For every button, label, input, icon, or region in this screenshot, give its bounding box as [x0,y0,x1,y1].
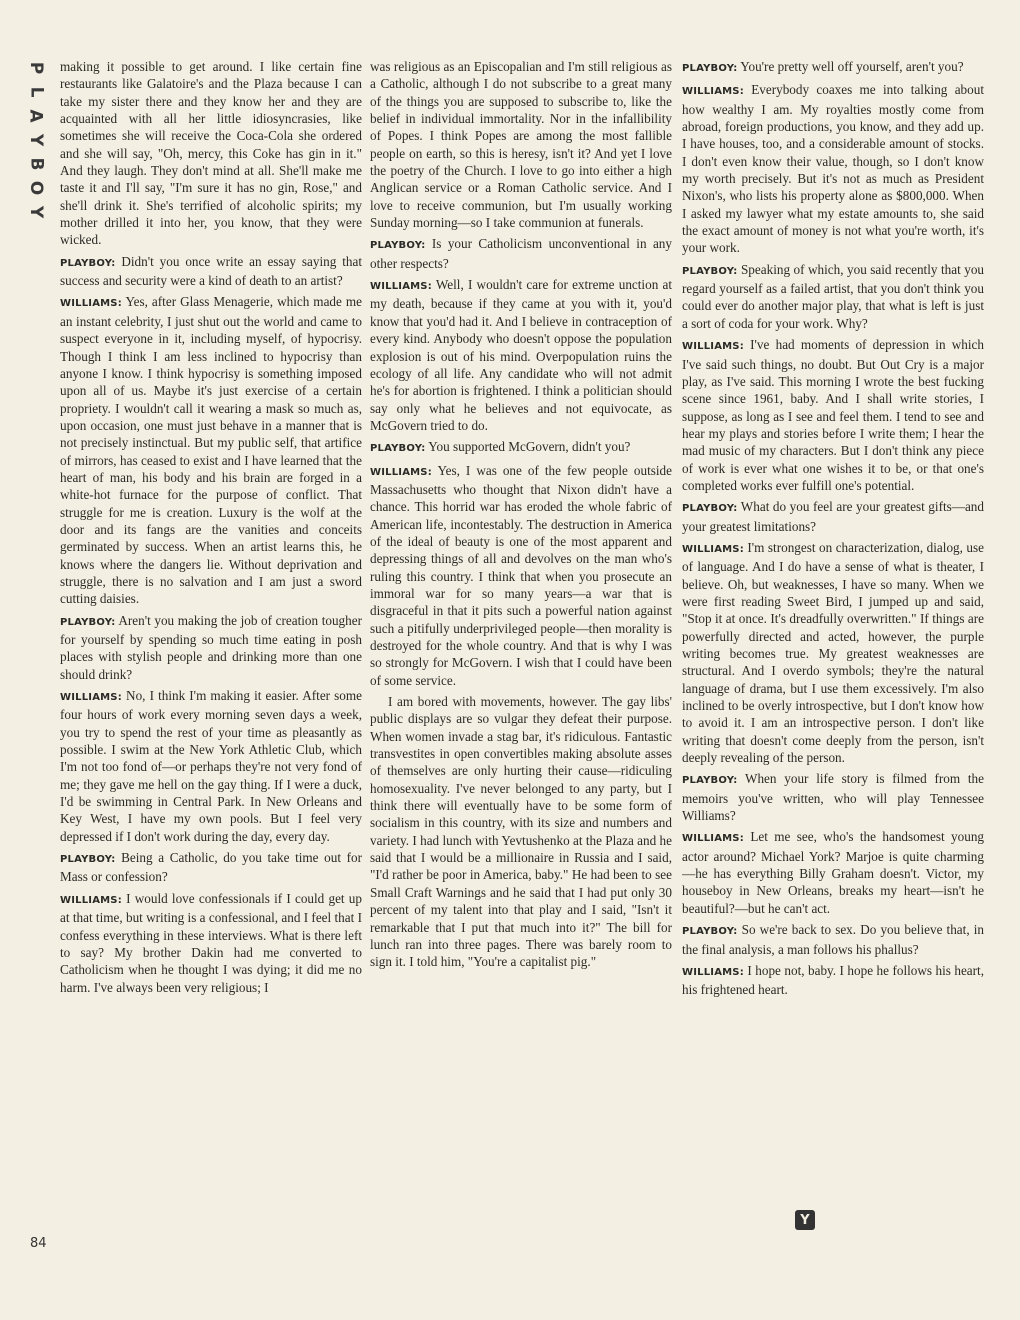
paragraph [370,235,672,272]
speaker-label: WILLIAMS: [682,833,744,845]
masthead-letter: Y [26,205,46,219]
paragraph [60,612,362,683]
speaker-label: WILLIAMS: [682,543,744,555]
speaker-label: WILLIAMS: [682,86,744,98]
paragraph [682,770,984,824]
speaker-label: PLAYBOY: [682,503,738,515]
masthead-letter: Y [26,133,46,147]
paragraph [60,253,362,290]
paragraph-text: You supported McGovern, didn't you? [428,439,631,455]
end-mark-logo: Y [795,1210,815,1230]
masthead-letter: P [26,61,46,75]
speaker-label: PLAYBOY: [60,257,116,269]
paragraph [370,693,672,971]
masthead-letter: L [26,86,46,98]
paragraph [682,336,984,494]
speaker-label: PLAYBOY: [682,265,738,277]
paragraph-text: What do you feel are your greatest gifts—and your greatest limitations? [682,499,984,534]
text-column-1 [60,58,362,1268]
masthead-letter: O [25,180,46,196]
paragraph-text: I'm strongest on characterization, dialog, use of language. And I do have a sense of what is theater, I believe. Oh, but weaknesses, I have so many. When we were first reading Sweet Bird, I jumped up and said, "Stop it at once. It's dreadfully overwritten." If things are powerfully directed and acted, however, the purple writing becomes true. My greatest weaknesses are structural. And I overdo symbols; they're the natural language of drama, but I use them excessively. I'm also inclined to be overly introspective, but I don't know how to avoid it. I am an introspective person. I don't like writing that doesn't come deeply from the person, isn't deeply revealing of the person. [682,539,984,766]
paragraph-text: Speaking of which, you said recently that you regard yourself as a failed artist, that you don't think you could ever do another major play, that what is left is just a sort of coda for your work. Why? [682,261,984,331]
speaker-label: PLAYBOY: [682,775,738,787]
paragraph-text: Didn't you once write an essay saying that success and security were a kind of death to an artist? [60,253,362,289]
paragraph [60,293,362,607]
paragraph-text: Let me see, who's the handsomest young actor around? Michael York? Marjoe is quite charming—he has everything Billy Graham doesn't. Victor, my houseboy in New Orleans, breaks my heart—isn't he beautiful?—but he can't act. [682,829,984,916]
speaker-label: PLAYBOY: [60,616,116,628]
paragraph-text: making it possible to get around. I like certain fine restaurants like Galatoire's and the Plaza because I can take my sister there and they know her and they are acquainted with all her little idiosyncrasies, like sometimes she will receive the Coca-Cola she ordered and she will say, "Oh, mercy, this Coke has gin in it." And they laugh. They don't mind at all. She'll make me taste it and I'll say, "I'm sure it has no gin, Rose," and she'll drink it. She's terrified of alcoholic spirits; my mother drilled it into her, you know, that they were wicked. [60,59,362,248]
paragraph-text: When your life story is filmed from the memoirs you've written, who will play Tennessee Williams? [682,771,984,824]
speaker-label: WILLIAMS: [60,894,122,906]
paragraph-text: Being a Catholic, do you take time out for Mass or confession? [60,850,362,885]
paragraph-text: Everybody coaxes me into talking about how wealthy I am. My royalties mostly come from abroad, foreign productions, you know, and they add up. I have houses, too, and a considerable amount of stocks. I don't even know their value, though, so I don't know my worth precisely. But it's not as much as President Nixon's, who lists his property alone as $800,000. When I asked my lawyer what my estate amounts to, she said the exact amount of money is not what you're worth, it's your work. [682,82,984,256]
speaker-label: PLAYBOY: [682,63,738,74]
speaker-label: PLAYBOY: [370,240,426,252]
paragraph [370,58,672,231]
speaker-label: WILLIAMS: [682,341,744,353]
masthead-letter: B [26,157,46,171]
paragraph [682,81,984,256]
speaker-label: WILLIAMS: [370,466,432,478]
paragraph-text: I hope not, baby. I hope he follows his heart, his frightened heart. [682,962,984,998]
paragraph [682,261,984,332]
paragraph-text: was religious as an Episcopalian and I'm still religious as a Catholic, although I do not subscribe to a great many of the things you are supposed to subscribe to, like the belief in individual immortality. Nor in the infallibility of Popes. I think Popes are among the most fallible people on earth, so this is heresy, isn't it? And yet I love the poetry of the Church. I love to go into either a high Anglican service or a Roman Catholic service. And I love to receive communion, but I'm usually working Sunday morning—so I take communion at funerals. [370,59,672,231]
paragraph [60,687,362,845]
paragraph-text: Is your Catholicism unconventional in any other respects? [370,236,672,271]
paragraph [682,58,984,77]
speaker-label: WILLIAMS: [682,966,744,978]
paragraph [682,498,984,535]
paragraph [682,828,984,917]
paragraph-text: So we're back to sex. Do you believe that, in the final analysis, a man follows his phallus? [682,922,984,957]
paragraph-text: You're pretty well off yourself, aren't you? [740,59,964,74]
paragraph-text: I am bored with movements, however. The gay libs' public displays are so vulgar they defeat their purpose. When women invade a stag bar, it's ridiculous. Fantastic transvestites in open convertibles making absolute asses of themselves are only hurting their cause—ridiculing homosexuality. I've never belonged to any party, but I think there will eventually have to be some form of socialism in this country, with its size and numbers and variety. I had lunch with Yevtushenko at the Plaza and he said that I would be a millionaire in Russia and I said, "I'd rather be poor in America, baby." He had been to see Small Craft Warnings and he said that I had put only 30 percent of my talent into that play and I said, "Isn't it remarkable that I put that much into it?" The bill for lunch ran into three pages. There was barely room to sign it. I told him, "You're a capitalist pig." [370,694,672,970]
text-column-2 [370,58,672,1268]
paragraph-text: Aren't you making the job of creation tougher for yourself by spending so much time eating in posh places with stylish people and drinking more than one should drink? [60,612,362,682]
paragraph [60,849,362,886]
speaker-label: PLAYBOY: [682,926,738,938]
paragraph [370,276,672,434]
paragraph-text: Yes, after Glass Menagerie, which made me an instant celebrity, I just shut out the world and came to suspect everyone in it, including myself, of hypocrisy. Though I think I am less inclined to hypocrisy than anyone I know. I think hypocrisy is something imposed upon all of us. Maybe it's just exercise of a certain propriety. I wouldn't call it wearing a mask so much as, upon occasion, one must just behave in a manner that is not precisely instinctual. But my public self, that artifice of mirrors, has ceased to exist and I have learned that the heart of man, his body and his brain are forged in a white-hot furnace for the purpose of conflict. That struggle for me is creation. Luxury is the wolf at the door and its fangs are the vanities and conceits germinated by success. When an artist learns this, he knows where the dangers lie. Without deprivation and struggle, there is no salvation and I am just a sword cutting daisies. [60,294,362,607]
paragraph [682,921,984,958]
paragraph [682,539,984,766]
paragraph [60,58,362,249]
speaker-label: PLAYBOY: [370,443,426,455]
paragraph-text: I would love confessionals if I could get up at that time, but writing is a confessional, and I feel that I confess everything in these interviews. What is there left to say? My brother Dakin had me converted to Catholicism when he thought I was dying; it did me no harm. I've always been very religious; I [60,890,362,995]
paragraph-text: Well, I wouldn't care for extreme unction at my death, because if they came at you with it, you'd know that you'd had it. And I believe in contraception of every kind. Anybody who doesn't oppose the population explosion is out of his mind. Overpopulation ruins the ecology of all life. Any candidate who will not admit he's for abortion is frightened. I think a politician should say only what he believes and not equivocate, as McGovern tried to do. [370,277,672,433]
paragraph [682,962,984,999]
text-column-3 [682,58,984,1268]
paragraph [370,462,672,689]
paragraph-text: Yes, I was one of the few people outside Massachusetts who thought that Nixon didn't have a chance. This horrid war has eroded the whole fabric of American life, incontestably. The destruction in America of the ideal of beauty is one of the most apparent and depressing things of all and devolves on the man who's ruling this country. I think that when you prosecute an immoral war for so many years—a war that is disgraceful in that it pits such a powerful nation against such a pitifully underprivileged people—then morality is destroyed for the whole country. And that is why I was so strongly for McGovern. I wish that I could have been of some service. [370,462,672,688]
magazine-masthead-vertical [24,56,48,224]
paragraph-text: I've had moments of depression in which I've said such things, no doubt. But Out Cry is a major play, as I've said. This morning I wrote the best fucking scene since 1961, baby. And I shall write stories, I suppose, as long as I see and feel them. I tend to see and hear my plays and stories before I write them; I hear the mad music of my characters. But I don't think any piece of work is ever what one wishes it to be, or that one's completed works ever fulfill one's potential. [682,337,984,493]
speaker-label: WILLIAMS: [60,692,122,704]
masthead-letter: A [25,109,46,123]
page-number: 84 [30,1236,47,1251]
paragraph [60,890,362,996]
speaker-label: WILLIAMS: [60,298,122,310]
paragraph-text: No, I think I'm making it easier. After some four hours of work every morning seven days a week, you try to spend the rest of your time as pleasantly as possible. I swim at the New York Athletic Club, which I'm not too fond of—or perhaps they're not very fond of me; they gave me hell on the gay thing. If I were a duck, I'd be swimming in Central Park. In New Orleans and Key West, I have my own pools. But I feel very depressed if I don't work during the day, every day. [60,688,362,844]
speaker-label: PLAYBOY: [60,854,116,866]
speaker-label: WILLIAMS: [370,281,432,293]
paragraph [370,438,672,457]
